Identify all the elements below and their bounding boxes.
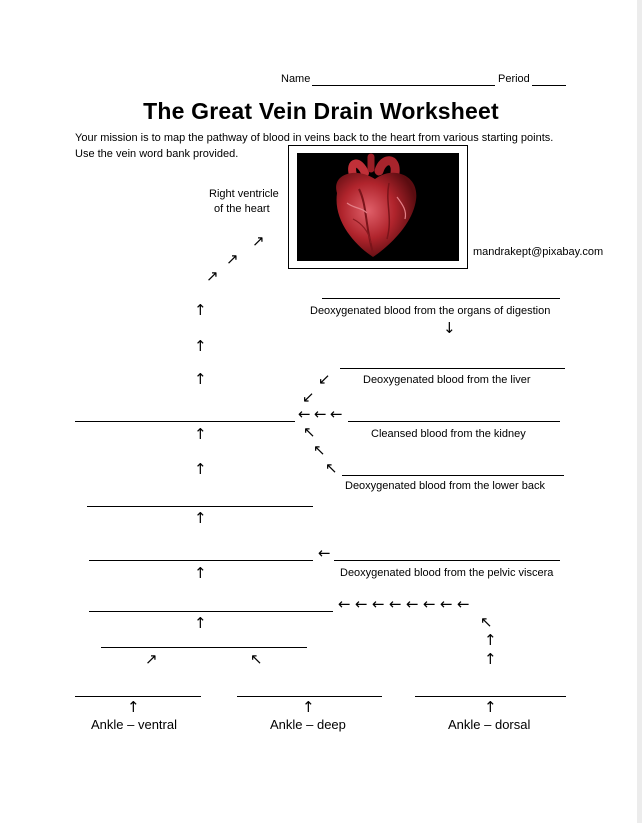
up-arrow-icon: ↑	[484, 698, 497, 716]
up-arrow-icon: ↑	[194, 425, 207, 443]
label-kidney: Cleansed blood from the kidney	[371, 428, 526, 440]
up-arrow-icon: ↑	[194, 509, 207, 527]
up-right-arrow-icon: ↗	[206, 267, 219, 285]
label-liver: Deoxygenated blood from the liver	[363, 374, 531, 386]
up-arrow-icon: ↑	[194, 564, 207, 582]
name-label: Name	[281, 73, 311, 85]
start-deep-label: Ankle – deep	[270, 717, 346, 732]
left-arrow-icon: ←	[318, 544, 331, 562]
left-arrow-icon: ←	[406, 595, 419, 613]
answer-line-dorsal[interactable]	[415, 696, 566, 697]
answer-line-main-5[interactable]	[101, 647, 307, 648]
heart-image	[297, 153, 459, 261]
answer-line-digestion[interactable]	[322, 298, 560, 299]
left-arrow-icon: ←	[314, 405, 327, 423]
left-arrow-icon: ←	[298, 405, 311, 423]
period-field[interactable]	[532, 85, 566, 86]
start-dorsal-label: Ankle – dorsal	[448, 717, 531, 732]
name-field[interactable]	[312, 85, 495, 86]
up-right-arrow-icon: ↗	[226, 250, 239, 268]
left-arrow-icon: ←	[440, 595, 453, 613]
up-left-arrow-icon: ↖	[313, 441, 326, 459]
down-arrow-icon: ↓	[443, 319, 456, 337]
image-credit: mandrakept@pixabay.com	[473, 246, 604, 258]
answer-line-liver[interactable]	[340, 368, 565, 369]
down-left-arrow-icon: ↙	[302, 388, 315, 406]
top-label-line1: Right ventricle	[209, 188, 279, 200]
up-right-arrow-icon: ↗	[145, 650, 158, 668]
answer-line-main-4[interactable]	[89, 611, 333, 612]
up-arrow-icon: ↑	[194, 370, 207, 388]
heart-image-frame	[288, 145, 468, 269]
up-arrow-icon: ↑	[127, 698, 140, 716]
answer-line-lower-back[interactable]	[342, 475, 564, 476]
left-arrow-icon: ←	[330, 405, 343, 423]
left-arrow-icon: ←	[423, 595, 436, 613]
label-lower-back: Deoxygenated blood from the lower back	[345, 480, 545, 492]
up-arrow-icon: ↑	[194, 614, 207, 632]
left-arrow-icon: ←	[457, 595, 470, 613]
answer-line-deep[interactable]	[237, 696, 382, 697]
up-arrow-icon: ↑	[484, 650, 497, 668]
period-label: Period	[498, 73, 530, 85]
up-left-arrow-icon: ↖	[480, 613, 493, 631]
answer-line-main-3[interactable]	[89, 560, 313, 561]
down-left-arrow-icon: ↙	[318, 370, 331, 388]
up-right-arrow-icon: ↗	[252, 232, 265, 250]
up-arrow-icon: ↑	[302, 698, 315, 716]
left-arrow-icon: ←	[338, 595, 351, 613]
label-pelvic: Deoxygenated blood from the pelvic viscera	[340, 567, 554, 579]
left-arrow-icon: ←	[372, 595, 385, 613]
start-ventral-label: Ankle – ventral	[91, 717, 177, 732]
top-label-line2: of the heart	[214, 203, 270, 215]
up-arrow-icon: ↑	[194, 301, 207, 319]
answer-line-main-2[interactable]	[87, 506, 313, 507]
answer-line-kidney[interactable]	[348, 421, 560, 422]
label-digestion: Deoxygenated blood from the organs of digestion	[310, 305, 551, 317]
answer-line-pelvic[interactable]	[334, 560, 560, 561]
up-arrow-icon: ↑	[194, 337, 207, 355]
up-arrow-icon: ↑	[194, 460, 207, 478]
left-arrow-icon: ←	[389, 595, 402, 613]
up-left-arrow-icon: ↖	[325, 459, 338, 477]
up-left-arrow-icon: ↖	[303, 423, 316, 441]
answer-line-ventral[interactable]	[75, 696, 201, 697]
left-arrow-icon: ←	[355, 595, 368, 613]
answer-line-main-1[interactable]	[75, 421, 295, 422]
up-arrow-icon: ↑	[484, 631, 497, 649]
intro-text: Your mission is to map the pathway of blood in veins back to the heart from various starting points. Use the vein word bank provided.	[75, 132, 554, 160]
up-left-arrow-icon: ↖	[250, 650, 263, 668]
page-title: The Great Vein Drain Worksheet	[143, 98, 499, 124]
